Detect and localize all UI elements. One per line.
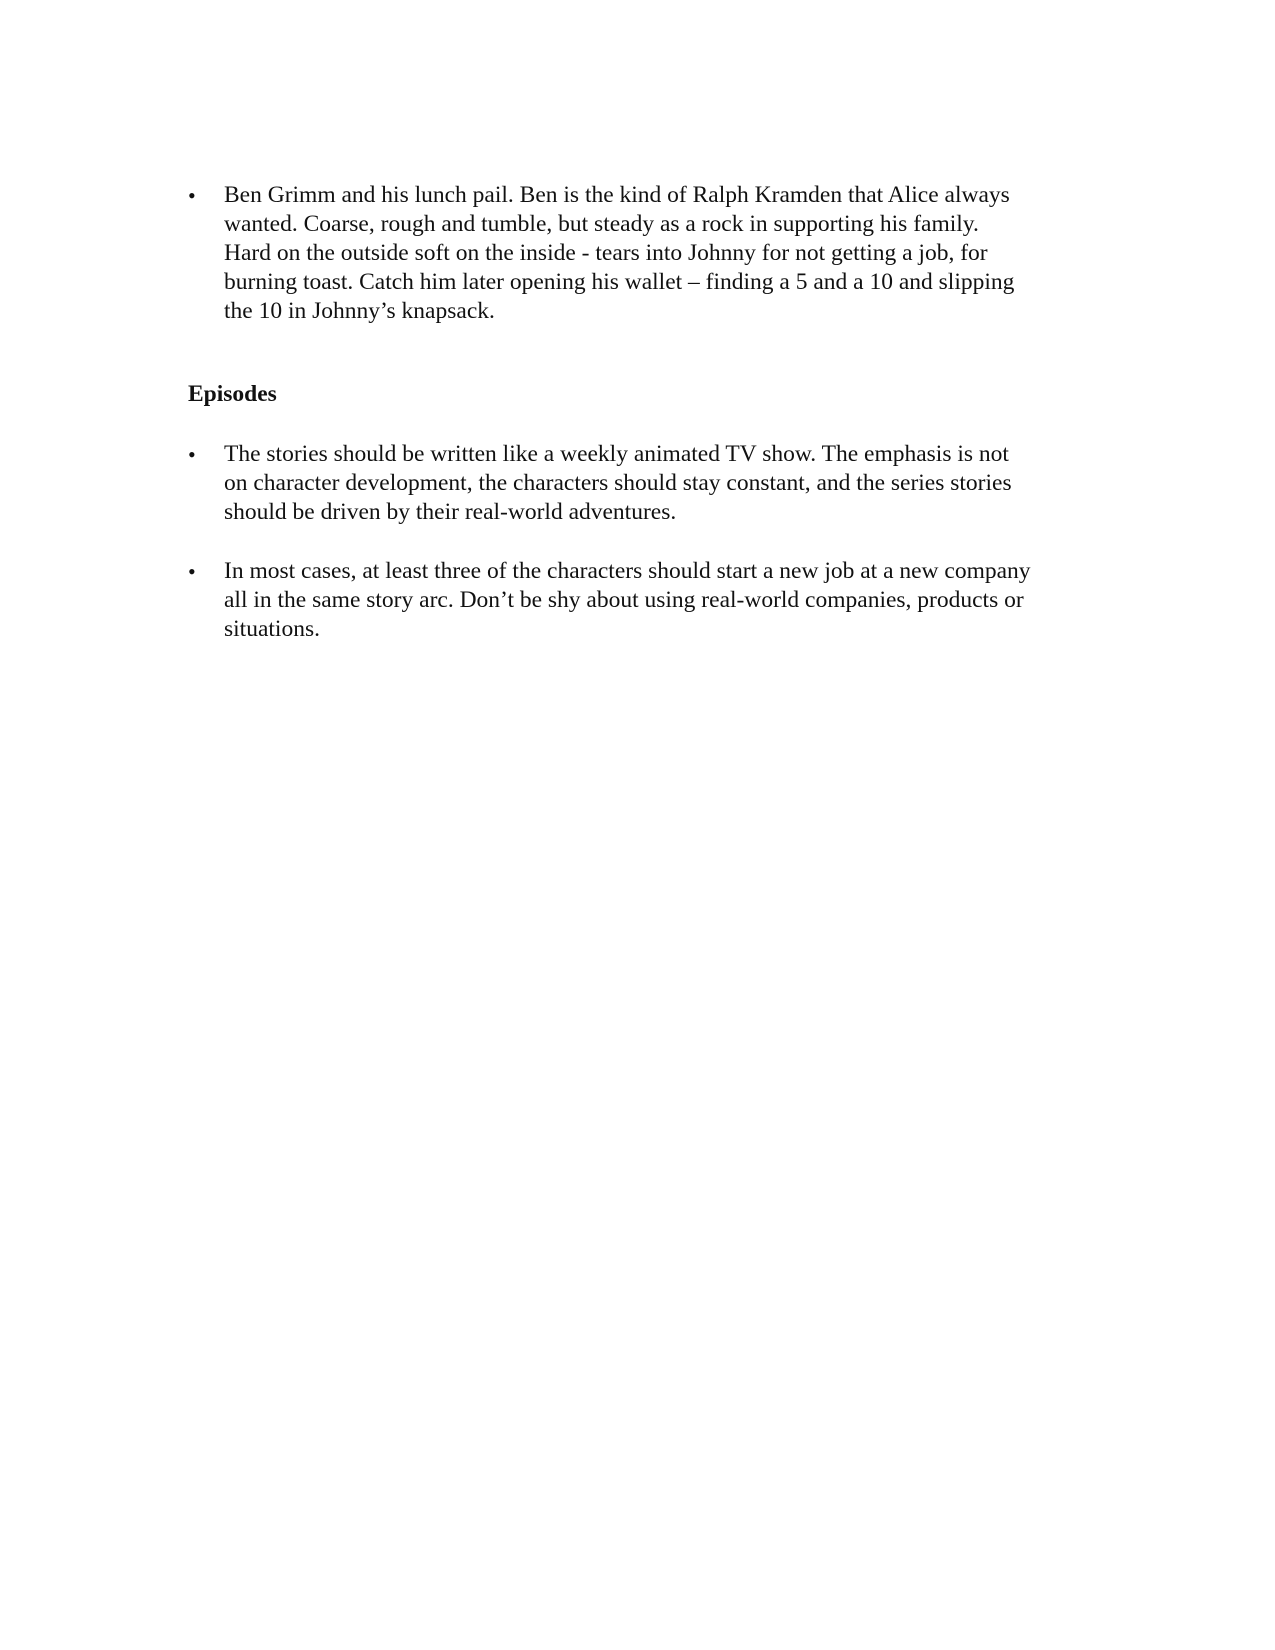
section-heading-episodes: Episodes [188,381,277,407]
list-item-text: The stories should be written like a weekly animated TV show. The emphasis is not on character development, the characters should stay constant, and the series stories should be driven by their real-world adventures. [224,441,1012,525]
bullet-icon: • [188,559,196,584]
bullet-icon: • [188,183,196,208]
list-item-text: In most cases, at least three of the characters should start a new job at a new company all in the same story arc. Don’t be shy about using real-world companies, products or situations. [224,558,1031,642]
list-item-text: Ben Grimm and his lunch pail. Ben is the kind of Ralph Kramden that Alice always wanted. Coarse, rough and tumble, but steady as a rock in supporting his family. Hard on the outside soft on the inside - tears into Johnny for not getting a job, for burning toast. Catch him later opening his wallet – finding a 5 and a 10 and slipping the 10 in Johnny’s knapsack. [224,182,1015,324]
bullet-icon: • [188,442,196,467]
